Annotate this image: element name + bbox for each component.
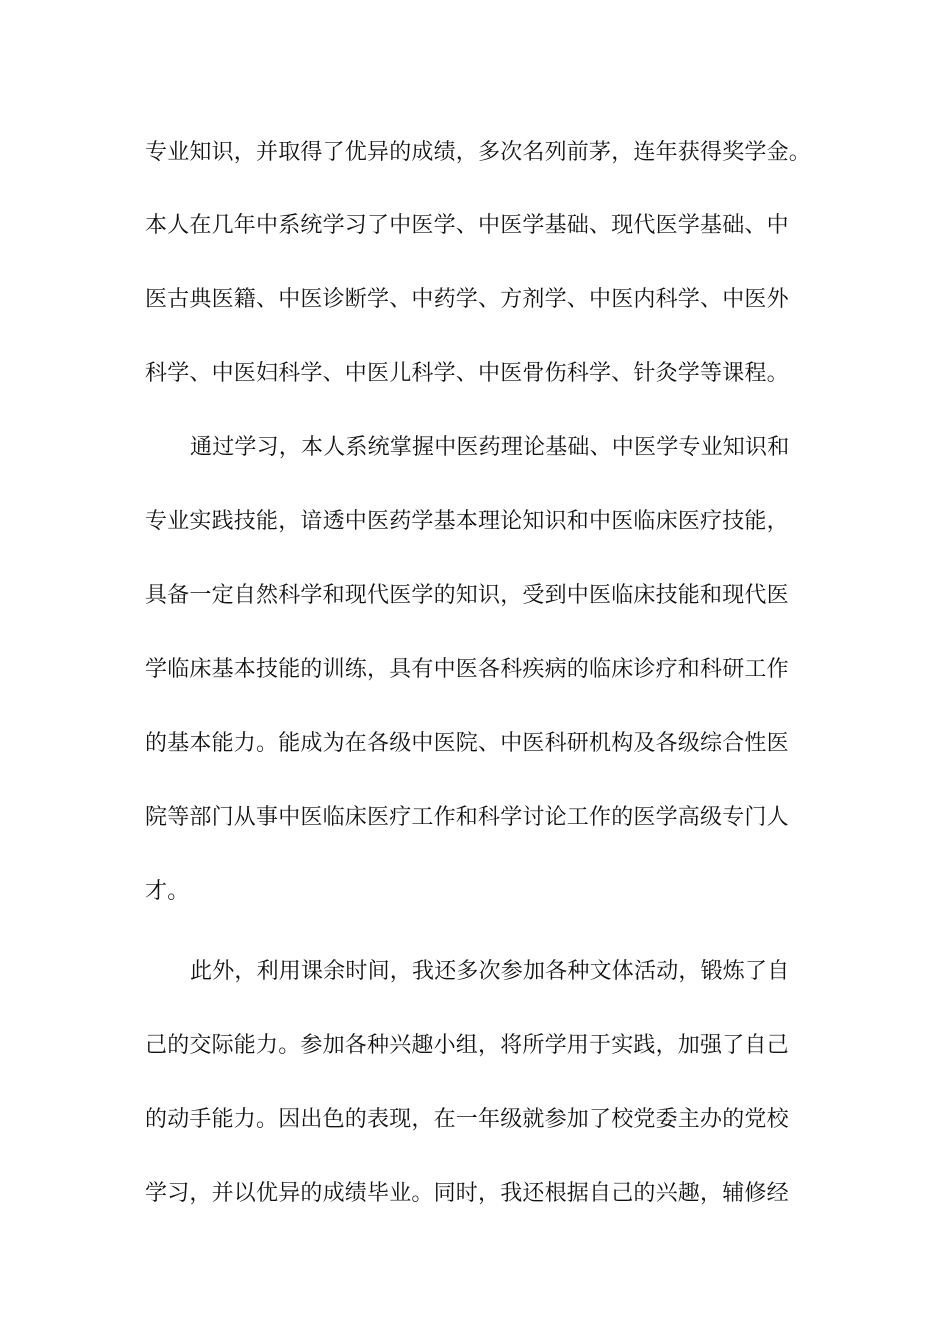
text-line: 科学、中医妇科学、中医儿科学、中医骨伤科学、针灸学等课程。 [145,361,789,386]
text-line: 学临床基本技能的训练，具有中医各科疾病的临床诊疗和科研工作 [145,657,789,682]
text-line: 本人在几年中系统学习了中医学、中医学基础、现代医学基础、中 [145,213,789,238]
text-line: 才。 [145,879,190,904]
text-line: 学习，并以优异的成绩毕业。同时，我还根据自己的兴趣，辅修经 [145,1181,789,1206]
text-line: 的动手能力。因出色的表现，在一年级就参加了校党委主办的党校 [145,1107,789,1132]
text-line: 己的交际能力。参加各种兴趣小组，将所学用于实践，加强了自己 [145,1033,789,1058]
text-line: 具备一定自然科学和现代医学的知识，受到中医临床技能和现代医 [145,583,789,608]
text-line: 专业知识，并取得了优异的成绩，多次名列前茅，连年获得奖学金。 [145,140,812,165]
text-line: 院等部门从事中医临床医疗工作和科学讨论工作的医学高级专门人 [145,805,789,830]
paragraph-first-line: 此外，利用课余时间，我还多次参加各种文体活动，锻炼了自 [190,959,790,984]
text-line: 专业实践技能，谙透中医药学基本理论知识和中医临床医疗技能， [145,509,789,534]
paragraph-first-line: 通过学习，本人系统掌握中医药理论基础、中医学专业知识和 [190,435,790,460]
text-line: 医古典医籍、中医诊断学、中药学、方剂学、中医内科学、中医外 [145,287,789,312]
text-line: 的基本能力。能成为在各级中医院、中医科研机构及各级综合性医 [145,731,789,756]
